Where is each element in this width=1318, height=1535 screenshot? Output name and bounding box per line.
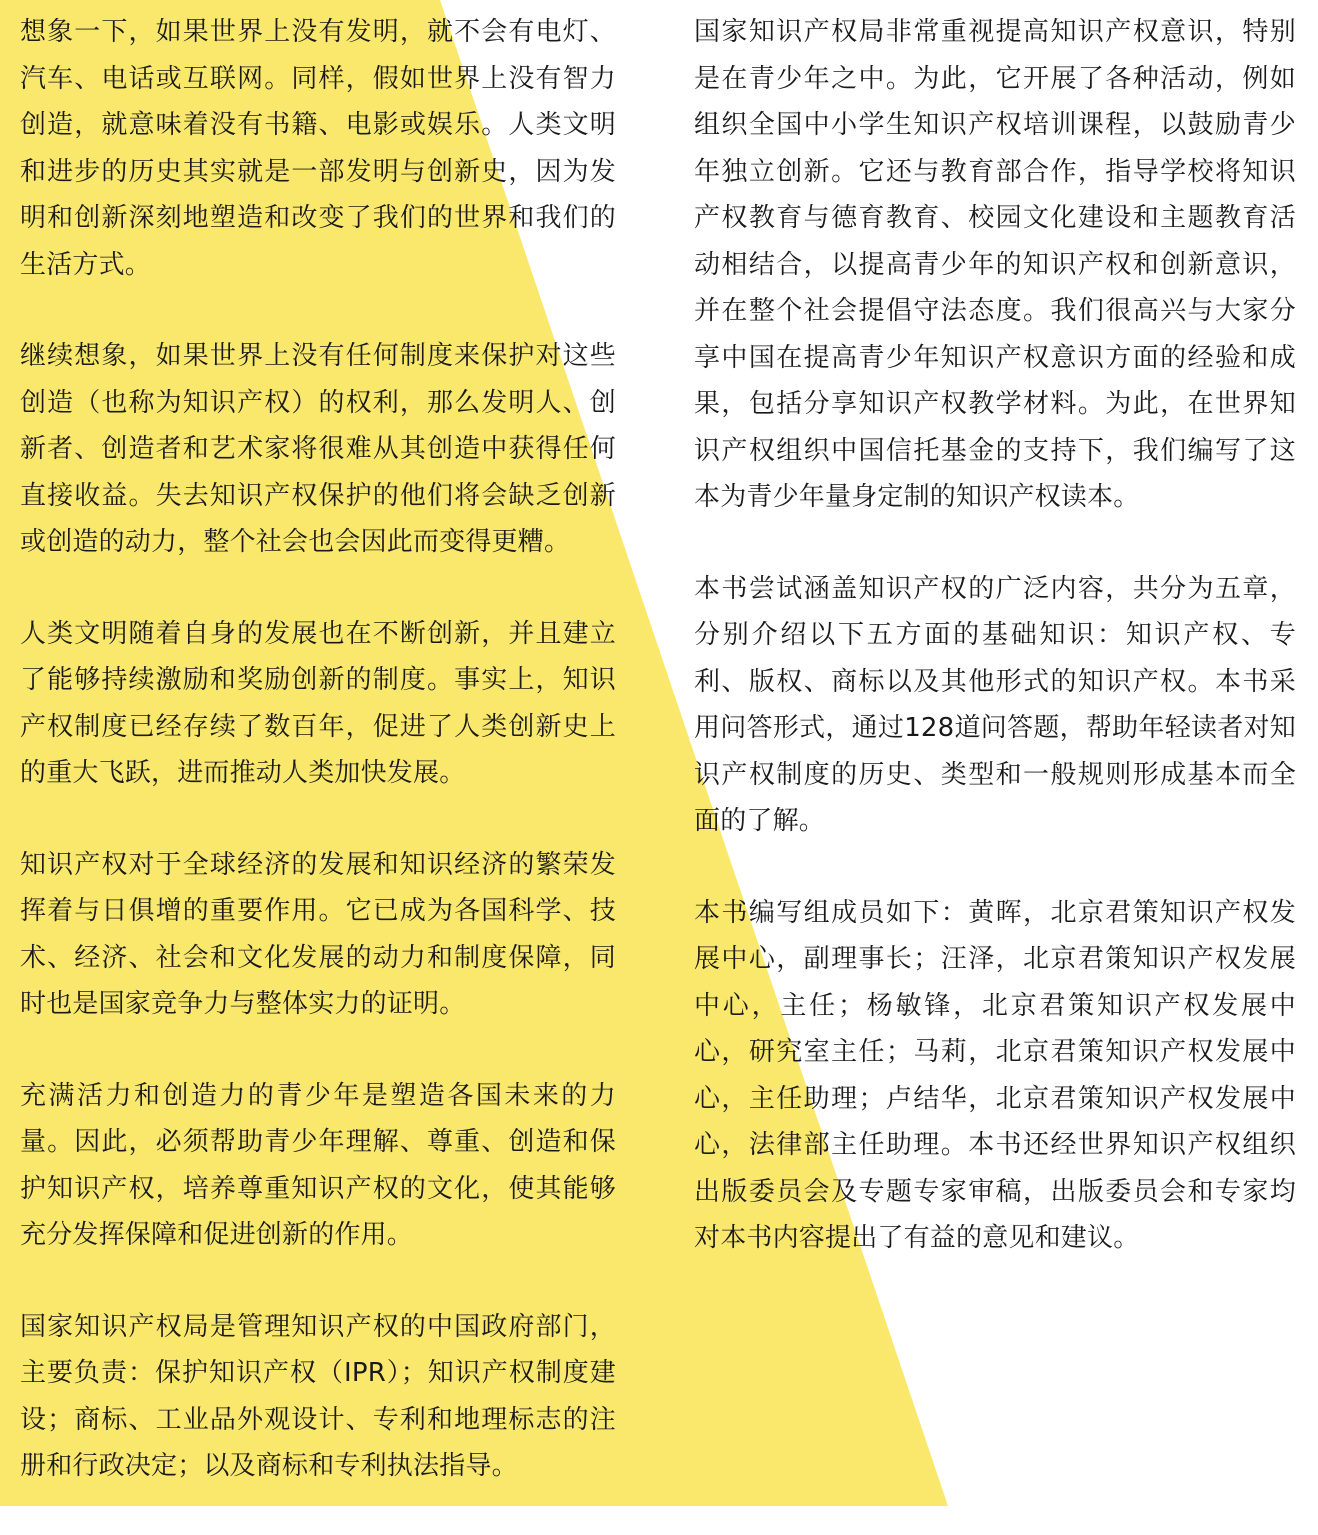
paragraph-cnipa-duties: 国家知识产权局是管理知识产权的中国政府部门，主要负责：保护知识产权（IPR）；知识产权制度建设；商标、工业品外观设计、专利和地理标志的注册和行政决定；以及商标和专利执法指导。 bbox=[20, 1311, 616, 1481]
paragraph-global-economy: 知识产权对于全球经济的发展和知识经济的繁荣发挥着与日俱增的重要作用。它已成为各国科学、技术、经济、社会和文化发展的动力和制度保障，同时也是国家竞争力与整体实力的证明。 bbox=[20, 849, 616, 1019]
paragraph-youth-power: 充满活力和创造力的青少年是塑造各国未来的力量。因此，必须帮助青少年理解、尊重、创造和保护知识产权，培养尊重知识产权的文化，使其能够充分发挥保障和促进创新的作用。 bbox=[20, 1080, 616, 1250]
right-text-column bbox=[694, 9, 1296, 1307]
left-text-column bbox=[20, 9, 616, 1535]
paragraph-authors: 本书编写组成员如下：黄晖，北京君策知识产权发展中心，副理事长；汪泽，北京君策知识产权发展中心，主任；杨敏锋，北京君策知识产权发展中心，研究室主任；马莉，北京君策知识产权发展中心，主任助理；卢结华，北京君策知识产权发展中心，法律部主任助理。本书还经世界知识产权组织出版委员会及专题专家审稿，出版委员会和专家均对本书内容提出了有益的意见和建议。 bbox=[694, 897, 1296, 1253]
paragraph-imagine-inventions: 想象一下，如果世界上没有发明，就不会有电灯、汽车、电话或互联网。同样，假如世界上没有智力创造，就意味着没有书籍、电影或娱乐。人类文明和进步的历史其实就是一部发明与创新史，因为发明和创新深刻地塑造和改变了我们的世界和我们的生活方式。 bbox=[20, 17, 616, 280]
paragraph-awareness-activities: 国家知识产权局非常重视提高知识产权意识，特别是在青少年之中。为此，它开展了各种活动，例如组织全国中小学生知识产权培训课程，以鼓励青少年独立创新。它还与教育部合作，指导学校将知识产权教育与德育教育、校园文化建设和主题教育活动相结合，以提高青少年的知识产权和创新意识，并在整个社会提倡守法态度。我们很高兴与大家分享中国在提高青少年知识产权意识方面的经验和成果，包括分享知识产权教学材料。为此，在世界知识产权组织中国信托基金的支持下，我们编写了这本为青少年量身定制的知识产权读本。 bbox=[694, 17, 1296, 512]
paragraph-civilization-innovation: 人类文明随着自身的发展也在不断创新，并且建立了能够持续激励和奖励创新的制度。事实上，知识产权制度已经存续了数百年，促进了人类创新史上的重大飞跃，进而推动人类加快发展。 bbox=[20, 618, 616, 788]
paragraph-book-scope: 本书尝试涵盖知识产权的广泛内容，共分为五章，分别介绍以下五方面的基础知识：知识产权、专利、版权、商标以及其他形式的知识产权。本书采用问答形式，通过128道问答题，帮助年轻读者对知识产权制度的历史、类型和一般规则形成基本而全面的了解。 bbox=[694, 573, 1296, 836]
paragraph-protect-creations: 继续想象，如果世界上没有任何制度来保护对这些创造（也称为知识产权）的权利，那么发明人、创新者、创造者和艺术家将很难从其创造中获得任何直接收益。失去知识产权保护的他们将会缺乏创新或创造的动力，整个社会也会因此而变得更糟。 bbox=[20, 341, 616, 557]
